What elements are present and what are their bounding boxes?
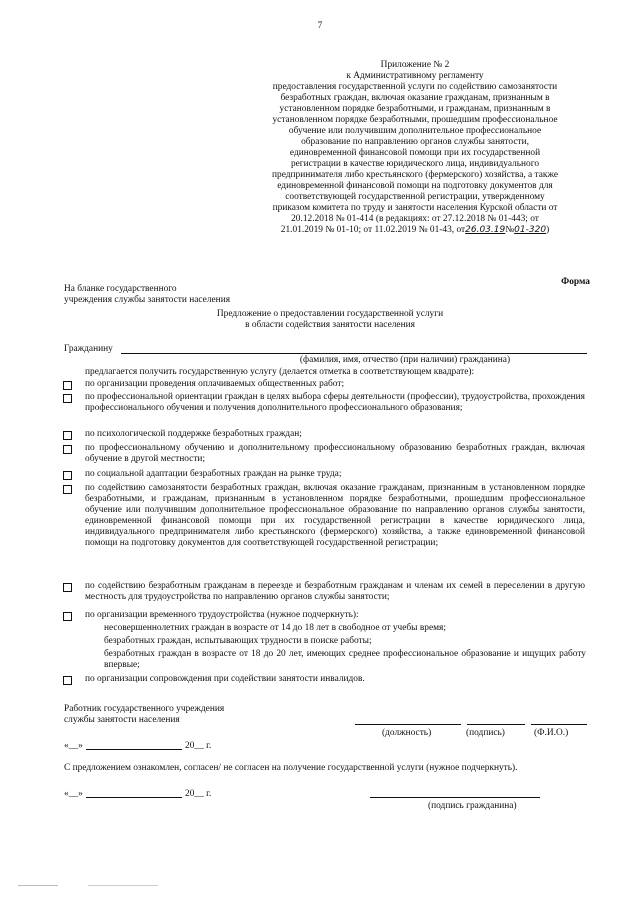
name-line[interactable] [531, 724, 587, 725]
date-open: «__» [64, 741, 83, 751]
appendix-last-line [250, 225, 580, 236]
option-label: по содействию самозанятости безработных граждан, включая оказание гражданам, признанным в установленном порядке безработными, и гражданам, признанным в установленном порядке безработными, прошедшим профессиональное обучение или получившим дополнительное профессиональное образование по направлению органов службы занятости, единовременной финансовой помощи при их государственной регистрации в качестве юридического лица, индивидуального предпринимателя либо крестьянского (фермерского) хозяйства, а также единовременной финансовой помощи на подготовку документов для соответствующей государственной регистрации; [85, 483, 585, 548]
scan-artifact [88, 885, 158, 886]
option-checkbox[interactable] [63, 445, 72, 454]
citizen-signature-caption: (подпись гражданина) [428, 801, 517, 811]
option-checkbox[interactable] [63, 394, 72, 403]
worker-label-line: службы занятости населения [64, 715, 180, 725]
option-checkbox[interactable] [63, 676, 72, 685]
appendix-line: обучение или получившим дополнительное профессиональное [288, 126, 542, 136]
title-line: в области содействия занятости населения [245, 320, 415, 330]
option-label: по профессиональному обучению и дополнительному профессиональному образованию безработных граждан, включая обучение в другой местности; [85, 443, 585, 464]
appendix-line: предпринимателя либо крестьянского (фермерского) хозяйства, а также [272, 170, 558, 180]
appendix-line: 20.12.2018 № 01-414 (в редакциях: от 27.12.2018 № 01-443; от [291, 214, 539, 224]
option-checkbox[interactable] [63, 471, 72, 480]
worker-label-line: Работник государственного учреждения [64, 704, 225, 714]
temp-sub-item: безработных граждан в возрасте от 18 до 20 лет, имеющих среднее профессиональное образование и ищущих работу впервые; [104, 649, 586, 670]
temp-sub-item: безработных граждан, испытывающих трудности в поиске работы; [104, 636, 372, 646]
date-month-line[interactable] [86, 797, 182, 798]
option-label: по организации проведения оплачиваемых общественных работ; [85, 379, 345, 389]
page-number: 7 [317, 21, 323, 31]
blank-header-line: учреждения службы занятости населения [64, 295, 231, 305]
appendix-block [250, 60, 580, 236]
appendix-line: установленном порядке безработными, прошедшим профессиональное [272, 115, 558, 125]
appendix-title: Приложение № 2 [380, 60, 450, 70]
scan-artifact [18, 885, 58, 886]
document-title [180, 309, 480, 331]
appendix-line: 21.01.2019 № 01-10; от 11.02.2019 № 01-43, от [280, 225, 466, 235]
appendix-line: приказом комитета по труду и занятости населения Курской области от [272, 203, 558, 213]
option-label: по организации сопровождения при содействии занятости инвалидов. [85, 674, 365, 684]
appendix-line: установленном порядке безработными, и гражданам, признанным в [279, 104, 551, 114]
appendix-line: предоставления государственной услуги по содействию самозанятости [272, 82, 558, 92]
option-checkbox[interactable] [63, 485, 72, 494]
signature-caption: (подпись) [466, 728, 505, 738]
name-caption: (Ф.И.О.) [534, 728, 569, 738]
appendix-line: регистрации в качестве юридического лица, индивидуального [290, 159, 540, 169]
citizen-caption: (фамилия, имя, отчество (при наличии) гражданина) [299, 355, 511, 365]
option-label: по социальной адаптации безработных граждан на рынке труда; [85, 469, 342, 479]
signature-line[interactable] [467, 724, 525, 725]
handwritten-number: 01-320 [514, 225, 547, 235]
appendix-line: образование по направлению органов службы занятости, [301, 137, 529, 147]
closing-paren: ) [546, 225, 550, 235]
option-checkbox[interactable] [63, 431, 72, 440]
appendix-line: единовременной финансовой помощи при их государственной [289, 148, 541, 158]
citizen-label: Гражданину [64, 344, 113, 354]
appendix-line: безработных граждан, включая оказание гражданам, признанным в [280, 93, 550, 103]
intro-text: предлагается получить государственную услугу (делается отметка в соответствующем квадрате): [85, 367, 475, 377]
blank-header [64, 284, 314, 306]
citizen-name-line[interactable] [121, 353, 587, 354]
temp-sub-item: несовершеннолетних граждан в возрасте от 14 до 18 лет в свободное от учебы время; [104, 623, 446, 633]
appendix-line: соответствующей государственной регистрации, утвержденному [285, 192, 545, 202]
title-line: Предложение о предоставлении государственной услуги [216, 309, 444, 319]
date-year: 20__ г. [185, 741, 212, 751]
appendix-line: единовременной финансовой помощи на подготовку документов для [277, 181, 553, 191]
option-checkbox[interactable] [63, 612, 72, 621]
option-label: по организации временного трудоустройства (нужное подчеркнуть): [85, 610, 359, 620]
agreement-text: С предложением ознакомлен, согласен/ не согласен на получение государственной услуги (нужное подчеркнуть). [64, 763, 518, 773]
blank-header-line: На бланке государственного [64, 284, 177, 294]
date-year: 20__ г. [185, 789, 212, 799]
handwritten-no-label: № [505, 225, 515, 235]
position-line[interactable] [355, 724, 461, 725]
position-caption: (должность) [382, 728, 432, 738]
handwritten-date: 26.03.19 [465, 225, 506, 235]
option-label: по профессиональной ориентации граждан в целях выбора сферы деятельности (профессии), трудоустройства, прохождения профессионального обучения и получения дополнительного профессионального образования; [85, 392, 585, 413]
form-label: Форма [561, 277, 590, 287]
option-checkbox[interactable] [63, 583, 72, 592]
option-label: по психологической поддержке безработных граждан; [85, 429, 302, 439]
worker-label [64, 704, 314, 726]
citizen-signature-line[interactable] [370, 797, 540, 798]
appendix-line: к Административному регламенту [346, 71, 484, 81]
date-month-line[interactable] [86, 749, 182, 750]
date-open: «__» [64, 789, 83, 799]
option-checkbox[interactable] [63, 381, 72, 390]
option-label: по содействию безработным гражданам в переезде и безработным гражданам и членам их семей в переселении в другую местность для трудоустройства по направлению органов службы занятости; [85, 581, 585, 602]
